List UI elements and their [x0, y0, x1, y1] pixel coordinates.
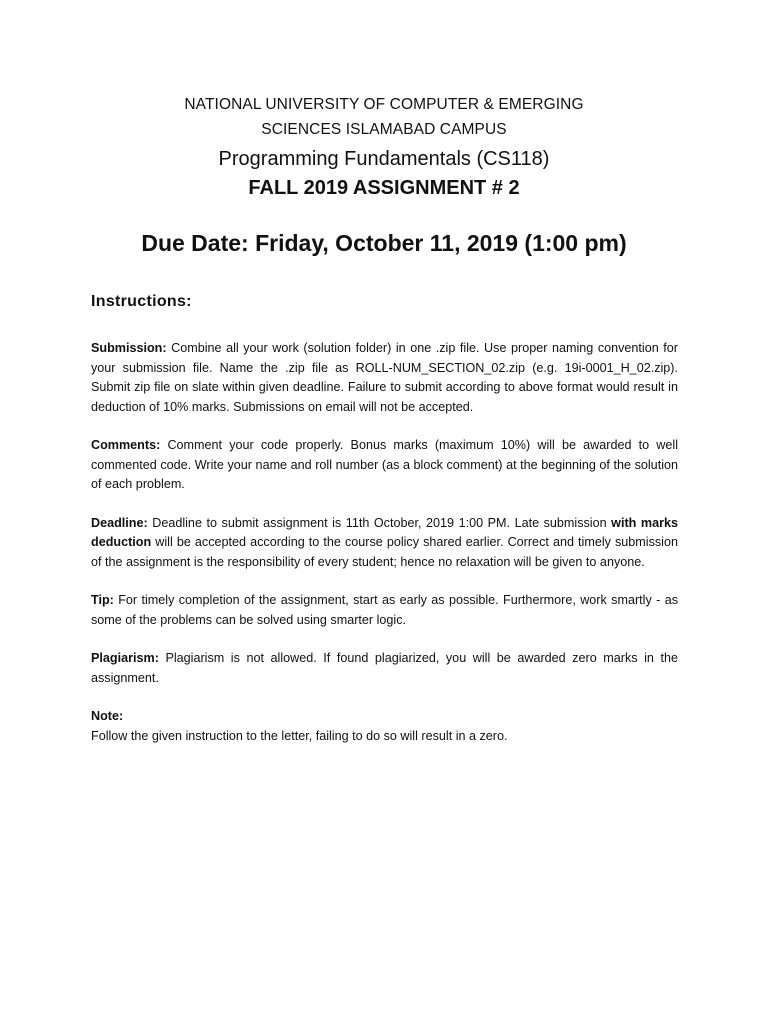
tip-paragraph [91, 591, 678, 630]
note-paragraph [91, 707, 678, 746]
deadline-paragraph [91, 514, 678, 573]
comments-paragraph [91, 436, 678, 495]
deadline-label: Deadline: [91, 515, 148, 530]
submission-text: Combine all your work (solution folder) in one .zip file. Use proper naming convention for your submission file. Name the .zip file as ROLL-NUM_SECTION_02.zip (e.g. 19i-0001_H_02.zip). Submit zip file on slate within given deadline. Failure to submit according to above format would result in deduction of 10% marks. Submissions on email will not be accepted. [91, 341, 678, 414]
deadline-text-1: Deadline to submit assignment is 11th October, 2019 1:00 PM. Late submission [147, 515, 612, 530]
deadline-text-2: will be accepted according to the course policy shared earlier. Correct and timely submission of the assignment is the responsibility of every student; hence no relaxation will be given to anyone. [91, 535, 678, 569]
tip-label: Tip: [91, 593, 114, 607]
due-date: Due Date: Friday, October 11, 2019 (1:00 pm) [141, 230, 627, 256]
instructions-body [91, 339, 678, 765]
comments-text: Comment your code properly. Bonus marks (maximum 10%) will be awarded to well commented code. Write your name and roll number (as a block comment) at the beginning of the solution of each problem. [91, 438, 678, 491]
assignment-title: FALL 2019 ASSIGNMENT # 2 [248, 177, 520, 199]
university-name-line-1: NATIONAL UNIVERSITY OF COMPUTER & EMERGING [184, 96, 584, 113]
instructions-heading: Instructions: [91, 293, 192, 310]
plagiarism-label: Plagiarism: [91, 651, 159, 665]
note-text: Follow the given instruction to the letter, failing to do so will result in a zero. [91, 728, 508, 743]
submission-label: Submission: [91, 341, 167, 355]
plagiarism-text: Plagiarism is not allowed. If found plagiarized, you will be awarded zero marks in the assignment. [91, 651, 678, 685]
comments-label: Comments: [91, 438, 161, 452]
tip-text: For timely completion of the assignment, start as early as possible. Furthermore, work smartly - as some of the problems can be solved using smarter logic. [91, 593, 678, 627]
note-label: Note: [91, 709, 124, 723]
submission-paragraph [91, 339, 678, 417]
plagiarism-paragraph [91, 649, 678, 688]
course-title: Programming Fundamentals (CS118) [218, 148, 550, 170]
university-name-line-2: SCIENCES ISLAMABAD CAMPUS [261, 121, 507, 138]
document-header [0, 92, 768, 258]
deadline-bold-text: with marks deduction [91, 515, 678, 549]
